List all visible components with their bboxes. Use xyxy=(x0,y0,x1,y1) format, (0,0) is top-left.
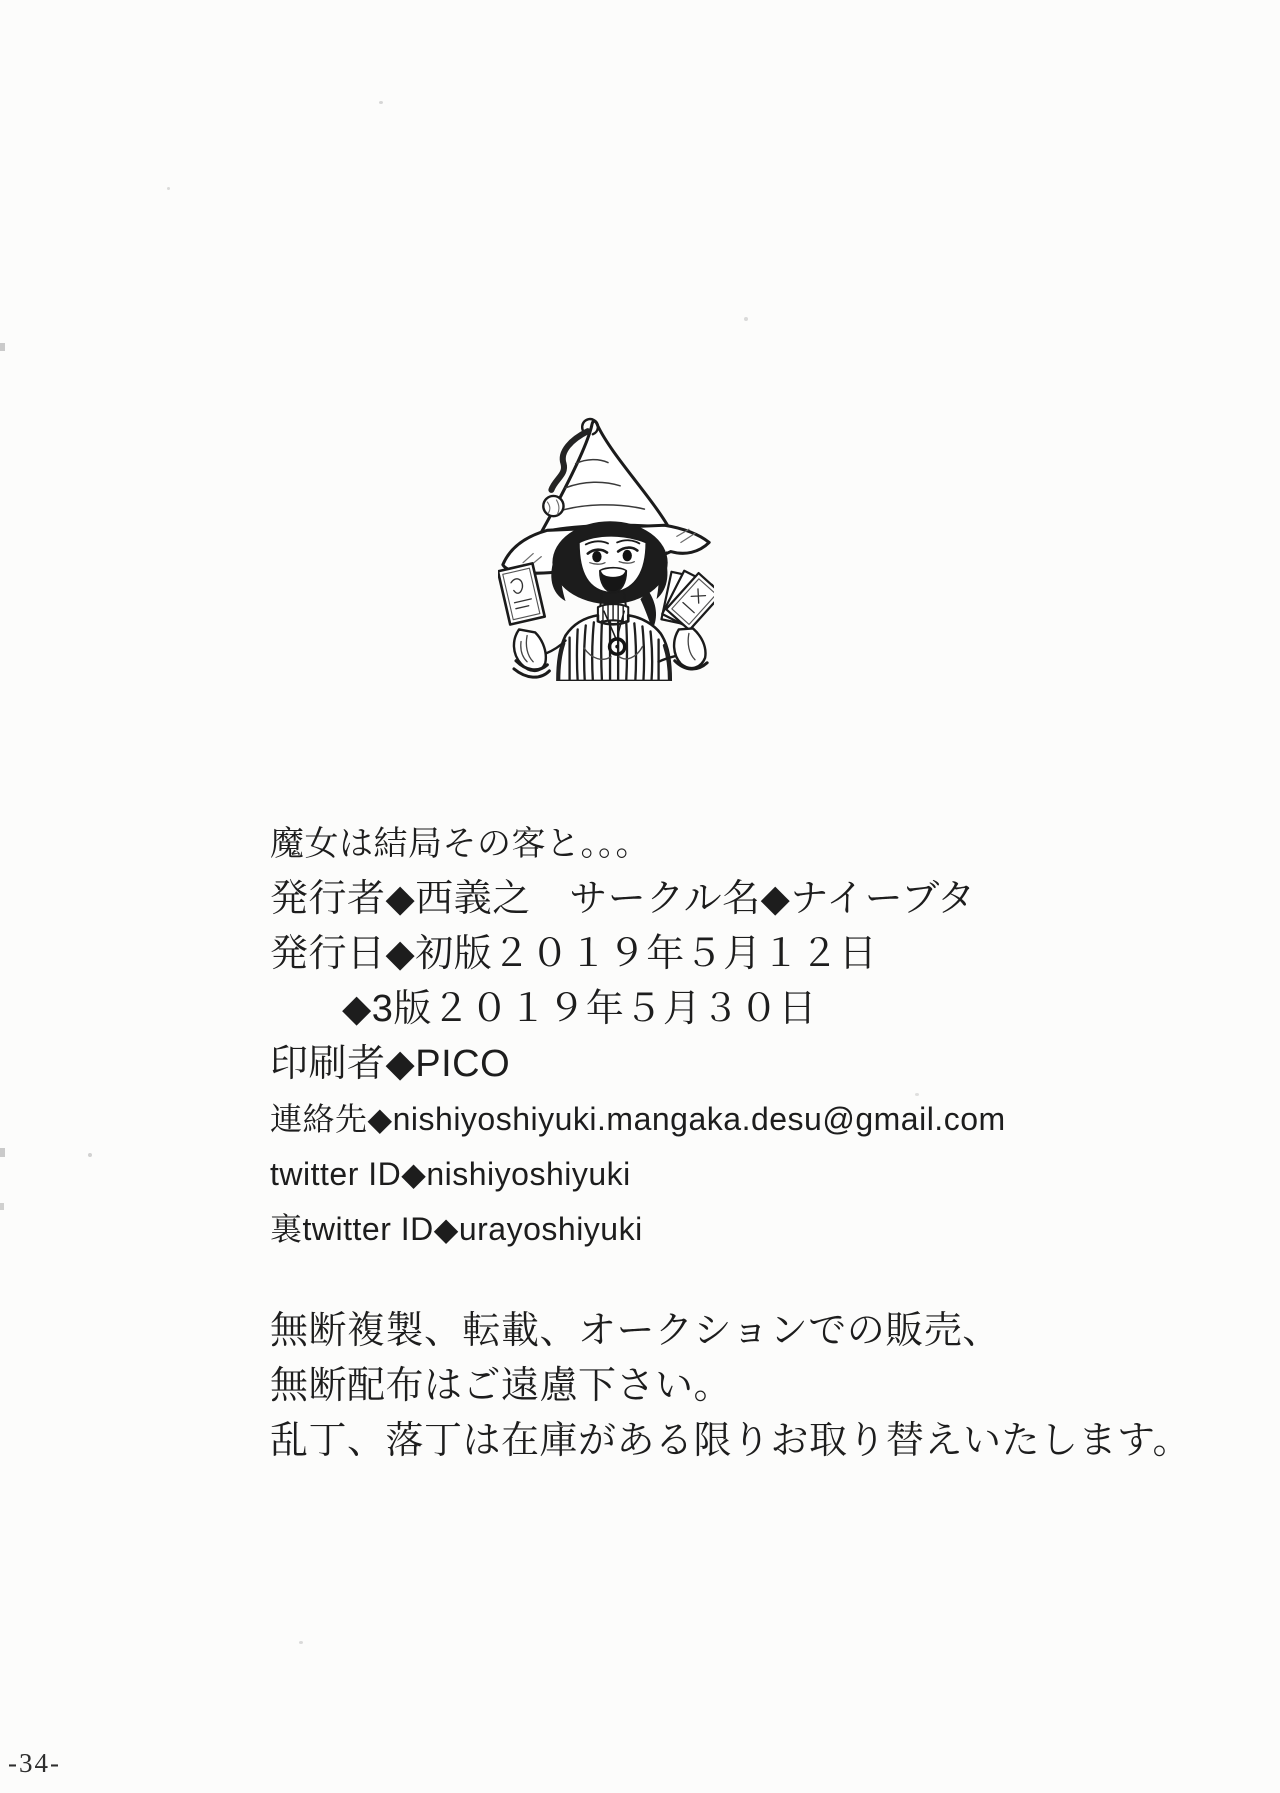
scan-edge-mark xyxy=(0,1148,5,1157)
doujin-title: 魔女は結局その客と。。。 xyxy=(270,825,650,863)
witch-with-tarot-cards-illustration xyxy=(498,413,714,681)
twitter-id-line: twitter ID◆nishiyoshiyuki xyxy=(270,1156,631,1192)
colophon-text-block xyxy=(270,817,1191,1469)
first-edition-date-line: 発行日◆初版２０１９年５月１２日 xyxy=(270,933,878,975)
scan-edge-mark xyxy=(0,1203,4,1210)
scan-speck xyxy=(88,1153,92,1157)
page-number: -34- xyxy=(8,1748,61,1778)
ura-twitter-id-line: 裏twitter ID◆urayoshiyuki xyxy=(270,1211,643,1247)
notice-line-3: 乱丁、落丁は在庫がある限りお取り替えいたします。 xyxy=(270,1420,1191,1462)
witch-torso xyxy=(557,615,670,681)
scan-speck xyxy=(379,101,383,104)
notice-line-1: 無断複製、転載、オークションでの販売、 xyxy=(270,1310,1001,1352)
scan-speck xyxy=(167,187,170,190)
contact-email-line: 連絡先◆nishiyoshiyuki.mangaka.desu@gmail.com xyxy=(270,1101,1006,1137)
printer-line: 印刷者◆PICO xyxy=(270,1043,511,1085)
notice-line-2: 無断配布はご遠慮下さい。 xyxy=(270,1365,733,1407)
publisher-line: 発行者◆西義之 サークル名◆ナイーブタ xyxy=(270,878,976,920)
scan-speck xyxy=(744,317,748,321)
scan-edge-mark xyxy=(0,343,5,351)
scan-speck xyxy=(915,1093,919,1096)
third-edition-date-line: ◆3版２０１９年５月３０日 xyxy=(342,988,817,1030)
copyright-notice-block xyxy=(270,1304,1191,1469)
scan-speck xyxy=(299,1641,303,1644)
